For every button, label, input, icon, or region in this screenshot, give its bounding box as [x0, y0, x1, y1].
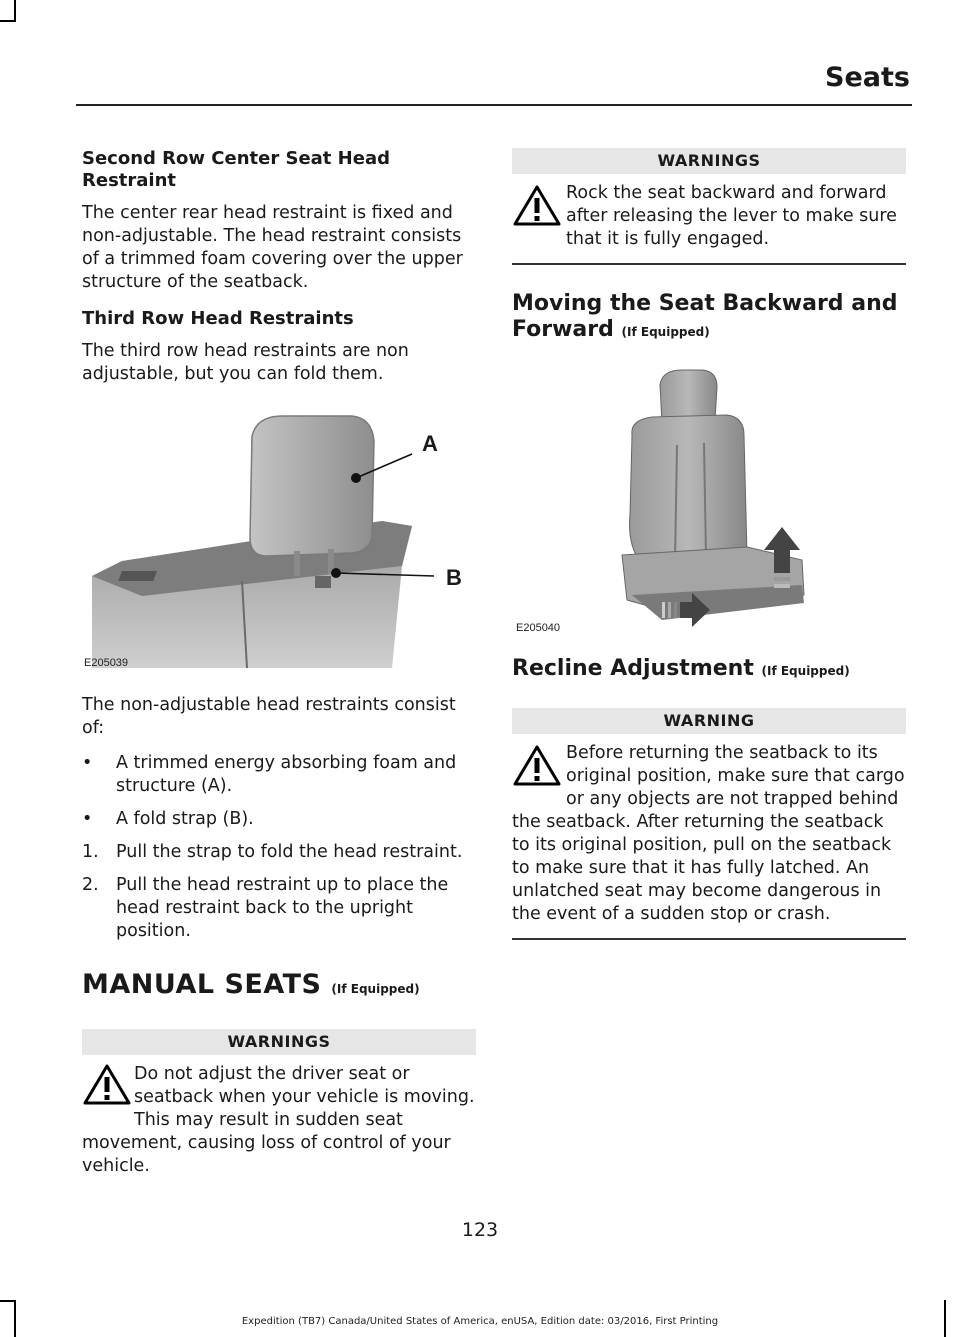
warning-box: [512, 148, 906, 265]
callout-a: A: [422, 431, 438, 456]
warning-heading: WARNINGS: [512, 148, 906, 174]
moving-seat-title: [512, 291, 906, 345]
step-number: 2.: [82, 875, 99, 895]
step-number: 1.: [82, 842, 99, 862]
warning-heading: WARNINGS: [82, 1029, 476, 1055]
warning-triangle-icon: [82, 1063, 132, 1107]
warning-text-content: Rock the seat backward and forward after releasing the lever to make sure that it is fully engaged.: [566, 183, 897, 249]
page-title: Seats: [825, 62, 910, 93]
manual-seats-title-text: MANUAL SEATS: [82, 969, 322, 1000]
figure-code: E205039: [84, 657, 129, 669]
recline-title: [512, 656, 906, 684]
seat-figure: [512, 365, 904, 640]
list-item: [82, 874, 476, 943]
center-restraint-text: The center rear head restraint is fixed and non-adjustable. The head restraint consists of a trimmed foam covering over the upper structure of the seatback.: [82, 203, 463, 292]
center-restraint-heading: Second Row Center Seat Head Restraint: [82, 148, 390, 191]
step-list: [82, 841, 476, 943]
list-item: [82, 808, 476, 831]
figure-code: E205040: [516, 622, 561, 634]
callout-b: B: [446, 565, 462, 590]
head-restraint-illustration: [82, 406, 474, 676]
crop-mark: [0, 1300, 16, 1302]
bullet-mark: •: [82, 753, 93, 773]
warning-text: [512, 734, 906, 938]
warning-text-content: Do not adjust the driver seat or seatback when your vehicle is moving. This may result in sudden seat movement, causing loss of control of your vehicle.: [82, 1064, 475, 1176]
warning-rule: [512, 263, 906, 265]
header-rule: [76, 104, 912, 106]
left-column: [82, 148, 476, 1178]
recline-title-text: Recline Adjustment: [512, 656, 754, 681]
bullet-mark: •: [82, 809, 93, 829]
consist-text: The non-adjustable head restraints consist of:: [82, 695, 456, 738]
warning-triangle-icon: [512, 744, 562, 788]
step-text: Pull the head restraint up to place the head restraint back to the upright position.: [116, 875, 449, 941]
warning-box: [82, 1029, 476, 1178]
warning-triangle-icon: [512, 184, 562, 228]
warning-heading: WARNING: [512, 708, 906, 734]
bullet-text: A trimmed energy absorbing foam and structure (A).: [116, 753, 457, 796]
page-number: 123: [461, 1219, 499, 1241]
bullet-list: [82, 752, 476, 831]
moving-seat-title-text: Moving the Seat Backward and Forward: [512, 291, 898, 342]
warning-box: [512, 708, 906, 940]
warning-text-content: Before returning the seatback to its original position, make sure that cargo or any objects are not trapped behind the seatback. After returning the seatback to its original position, pull on the seatback to make sure that it has fully latched. An unlatched seat may become dangerous in the event of a sudden stop or crash.: [512, 743, 905, 924]
right-column: [512, 148, 906, 940]
warning-text: [82, 1055, 476, 1178]
crop-mark: [0, 20, 16, 22]
if-equipped-note: (If Equipped): [331, 982, 420, 996]
if-equipped-note: (If Equipped): [621, 325, 710, 339]
head-restraint-figure: [82, 406, 474, 676]
seat-illustration: [512, 365, 904, 640]
if-equipped-note: (If Equipped): [761, 664, 850, 678]
third-row-heading: Third Row Head Restraints: [82, 308, 354, 329]
step-text: Pull the strap to fold the head restraint.: [116, 842, 463, 862]
warning-text: [512, 174, 906, 263]
crop-mark: [14, 0, 16, 22]
manual-seats-title: [82, 969, 476, 1001]
list-item: [82, 752, 476, 798]
bullet-text: A fold strap (B).: [116, 809, 254, 829]
warning-rule: [512, 938, 906, 940]
list-item: [82, 841, 476, 864]
page-footer: Expedition (TB7) Canada/United States of America, enUSA, Edition date: 03/2016, First Printing: [241, 1316, 719, 1327]
third-row-text: The third row head restraints are non adjustable, but you can fold them.: [82, 341, 409, 384]
